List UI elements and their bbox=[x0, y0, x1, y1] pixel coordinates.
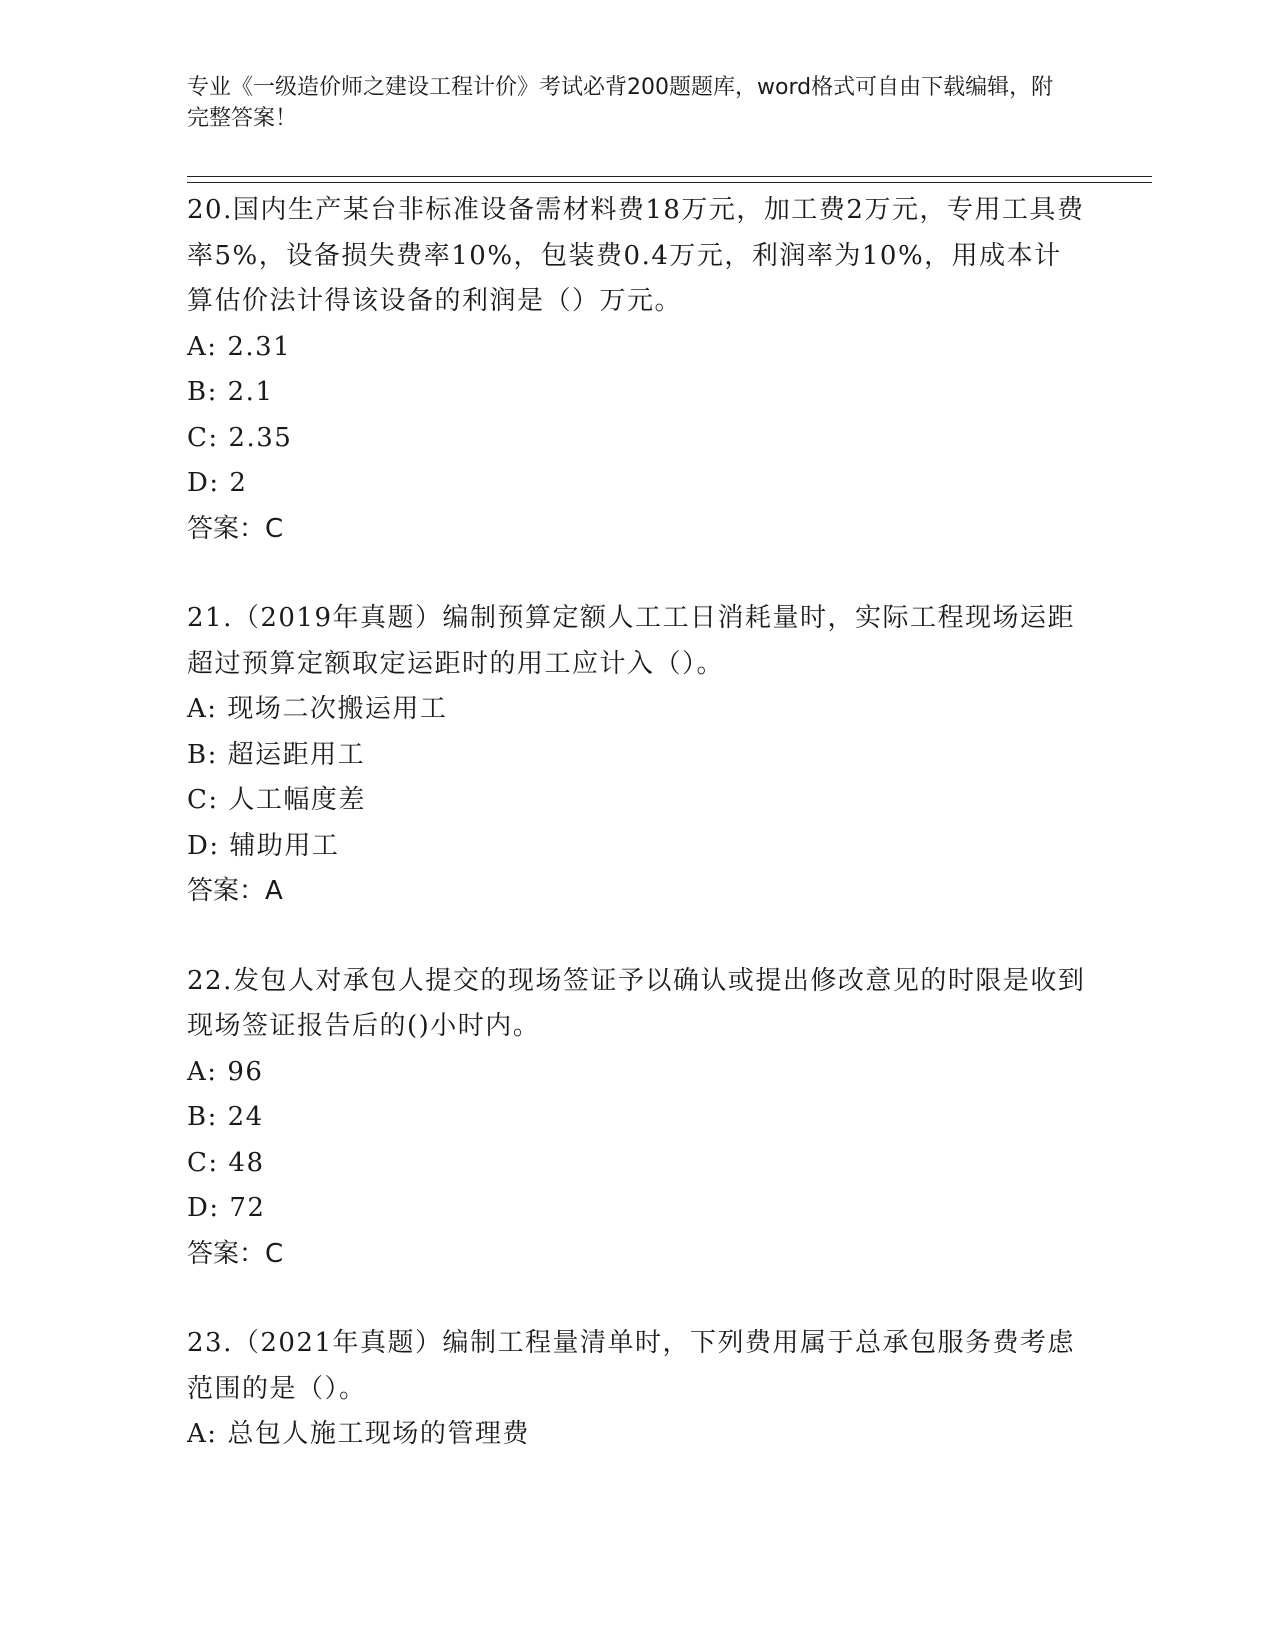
option-c bbox=[187, 1141, 1087, 1187]
document-header: 专业《一级造价师之建设工程计价》考试必背200题题库，word格式可自由下载编辑，附完整答案！ bbox=[187, 75, 1054, 131]
option-d bbox=[187, 824, 1087, 870]
option-b bbox=[187, 1095, 1087, 1141]
option-b bbox=[187, 733, 1087, 779]
option-text: 2.31 bbox=[227, 331, 292, 362]
option-a bbox=[187, 1050, 1087, 1096]
option-a bbox=[187, 687, 1087, 733]
question-22 bbox=[187, 959, 1087, 1278]
answer-line: 答案：C bbox=[187, 513, 284, 544]
option-key: C: bbox=[187, 1147, 229, 1178]
question-21 bbox=[187, 596, 1087, 915]
option-key: A: bbox=[187, 1419, 228, 1449]
answer-line: 答案：A bbox=[187, 876, 283, 906]
option-key: C: bbox=[187, 785, 229, 815]
header-rule-top bbox=[187, 176, 1152, 177]
option-key: A: bbox=[187, 1056, 228, 1087]
option-key: D: bbox=[187, 1193, 230, 1223]
option-a bbox=[187, 1412, 1087, 1458]
option-a bbox=[187, 325, 1087, 371]
option-key: D: bbox=[187, 830, 230, 861]
question-stem: 23.（2021年真题）编制工程量清单时，下列费用属于总承包服务费考虑范围的是（）。 bbox=[187, 1328, 1076, 1404]
option-b bbox=[187, 370, 1087, 416]
option-text: 96 bbox=[227, 1056, 264, 1087]
option-text: 2.35 bbox=[228, 422, 293, 453]
question-23 bbox=[187, 1321, 1087, 1458]
option-key: C: bbox=[187, 422, 229, 453]
option-key: D: bbox=[187, 468, 230, 498]
question-stem: 21.（2019年真题）编制预算定额人工工日消耗量时，实际工程现场运距超过预算定额取定运距时的用工应计入（）。 bbox=[187, 603, 1076, 679]
option-key: A: bbox=[187, 694, 228, 724]
option-key: A: bbox=[187, 331, 228, 362]
question-stem: 20.国内生产某台非标准设备需材料费18万元，加工费2万元，专用工具费率5%，设备损失费率10%，包装费0.4万元，利润率为10%，用成本计算估价法计得该设备的利润是（）万元。 bbox=[187, 195, 1085, 316]
answer-line: 答案：C bbox=[187, 1238, 284, 1269]
option-text: 总包人施工现场的管理费 bbox=[227, 1419, 530, 1449]
header-rule-bottom bbox=[187, 182, 1152, 183]
option-text: 48 bbox=[228, 1147, 265, 1178]
option-text: 72 bbox=[229, 1193, 266, 1223]
option-text: 2.1 bbox=[227, 377, 274, 407]
option-c bbox=[187, 778, 1087, 824]
option-d bbox=[187, 1186, 1087, 1232]
option-text: 24 bbox=[227, 1102, 264, 1132]
option-text: 现场二次搬运用工 bbox=[227, 694, 448, 724]
option-text: 超运距用工 bbox=[227, 739, 366, 770]
question-stem: 22.发包人对承包人提交的现场签证予以确认或提出修改意见的时限是收到现场签证报告后的()小时内。 bbox=[187, 965, 1086, 1041]
option-d bbox=[187, 461, 1087, 507]
option-key: B: bbox=[187, 1102, 228, 1132]
option-text: 人工幅度差 bbox=[228, 785, 366, 815]
option-text: 2 bbox=[229, 468, 248, 498]
question-20 bbox=[187, 188, 1087, 552]
option-text: 辅助用工 bbox=[229, 830, 340, 861]
question-list bbox=[187, 188, 1087, 1502]
option-key: B: bbox=[187, 377, 228, 407]
option-c bbox=[187, 416, 1087, 462]
option-key: B: bbox=[187, 739, 228, 770]
